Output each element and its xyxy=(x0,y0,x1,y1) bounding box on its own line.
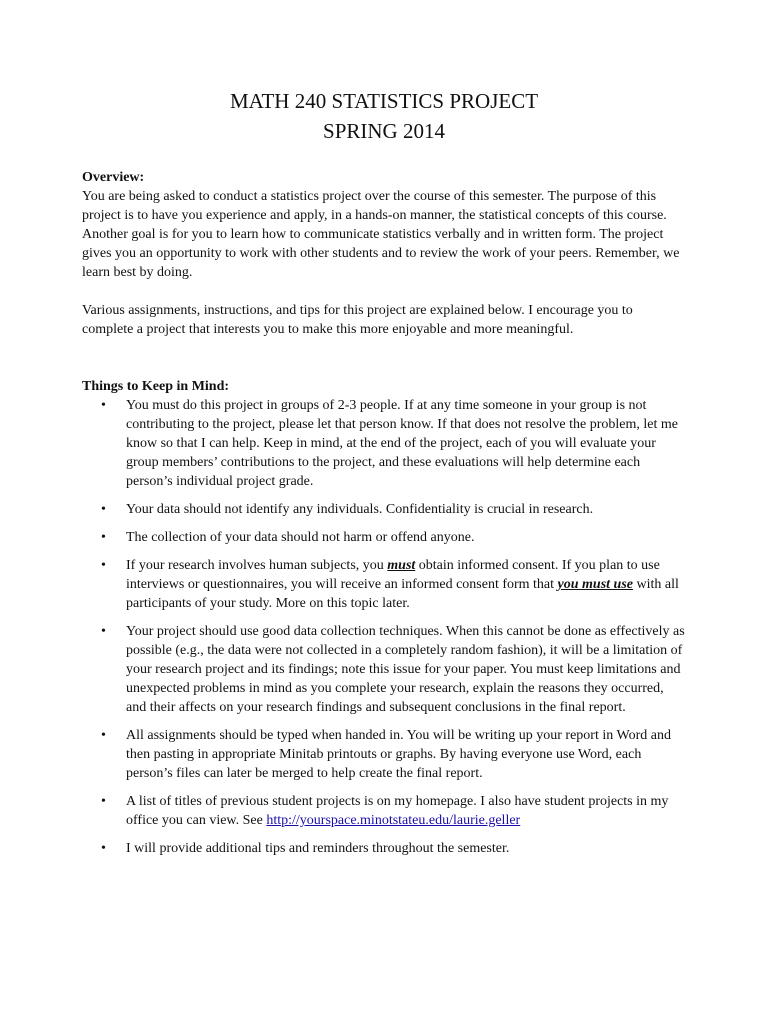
bullet-icon: • xyxy=(101,794,106,809)
bullet-icon: • xyxy=(101,530,106,545)
list-item-text: Your project should use good data collection techniques. When this cannot be done as effectively as possible (e.g., the data were not collected in a completely random fashion), it will be a limitation of your research project and its findings; note this issue for your paper. You must keep limitations and unexpected problems in mind as you complete your research, explain the reasons they occurred, and their affects on your research findings and subsequent conclusions in the final report. xyxy=(126,624,685,715)
list-item-text: The collection of your data should not harm or offend anyone. xyxy=(126,530,475,545)
bullet-icon: • xyxy=(101,728,106,743)
list-item xyxy=(82,556,686,613)
list-item-text: A list of titles of previous student projects is on my homepage. I also have student projects in my office you can view. See xyxy=(126,794,669,828)
list-item xyxy=(82,839,686,858)
list-item xyxy=(82,726,686,783)
list-item-text-part: with all participants of your study. More on this topic later. xyxy=(126,577,679,611)
list-item xyxy=(82,622,686,717)
overview-paragraph-1: You are being asked to conduct a statistics project over the course of this semester. The purpose of this project is to have you experience and apply, in a hands-on manner, the statistical concepts of this course. Another goal is for you to learn how to communicate statistics verbally and in written form. The project gives you an opportunity to work with other students and to review the work of your peers. Remember, we learn best by doing. xyxy=(82,189,680,280)
bullet-icon: • xyxy=(101,398,106,413)
title-block xyxy=(82,86,686,146)
overview-paragraph-2: Various assignments, instructions, and tips for this project are explained below. I encourage you to complete a project that interests you to make this more enjoyable and more meaningful. xyxy=(82,303,633,337)
emphasis-you-must-use: you must use xyxy=(557,577,634,592)
document-title-line2: SPRING 2014 xyxy=(323,119,445,143)
list-item-text: All assignments should be typed when handed in. You will be writing up your report in Word and then pasting in appropriate Minitab printouts or graphs. By having everyone use Word, each person’s files can later be merged to help create the final report. xyxy=(126,728,671,781)
list-item-text: Your data should not identify any individuals. Confidentiality is crucial in research. xyxy=(126,502,594,517)
document-page xyxy=(82,86,686,867)
list-item xyxy=(82,528,686,547)
homepage-link[interactable]: http://yourspace.minotstateu.edu/laurie.geller xyxy=(266,813,521,828)
bullet-icon: • xyxy=(101,624,106,639)
list-item-text-part: If your research involves human subjects, you xyxy=(126,558,388,573)
things-list xyxy=(82,396,686,858)
list-item-text-part: obtain informed consent. If you plan to use interviews or questionnaires, you will receive an informed consent form that xyxy=(126,558,660,592)
bullet-icon: • xyxy=(101,558,106,573)
overview-heading: Overview: xyxy=(82,170,145,185)
list-item xyxy=(82,396,686,491)
list-item-text: I will provide additional tips and reminders throughout the semester. xyxy=(126,841,510,856)
document-title-line1: MATH 240 STATISTICS PROJECT xyxy=(229,89,539,113)
list-item-text: You must do this project in groups of 2-3 people. If at any time someone in your group is not contributing to the project, please let that person know. If that does not resolve the problem, let me know so that I can help. Keep in mind, at the end of the project, each of you will evaluate your group members’ contributions to the project, and these evaluations will help determine each person’s individual project grade. xyxy=(126,398,678,489)
list-item xyxy=(82,500,686,519)
list-item xyxy=(82,792,686,830)
bullet-icon: • xyxy=(101,502,106,517)
bullet-icon: • xyxy=(101,841,106,856)
emphasis-must: must xyxy=(387,558,416,573)
things-heading: Things to Keep in Mind: xyxy=(82,379,230,394)
